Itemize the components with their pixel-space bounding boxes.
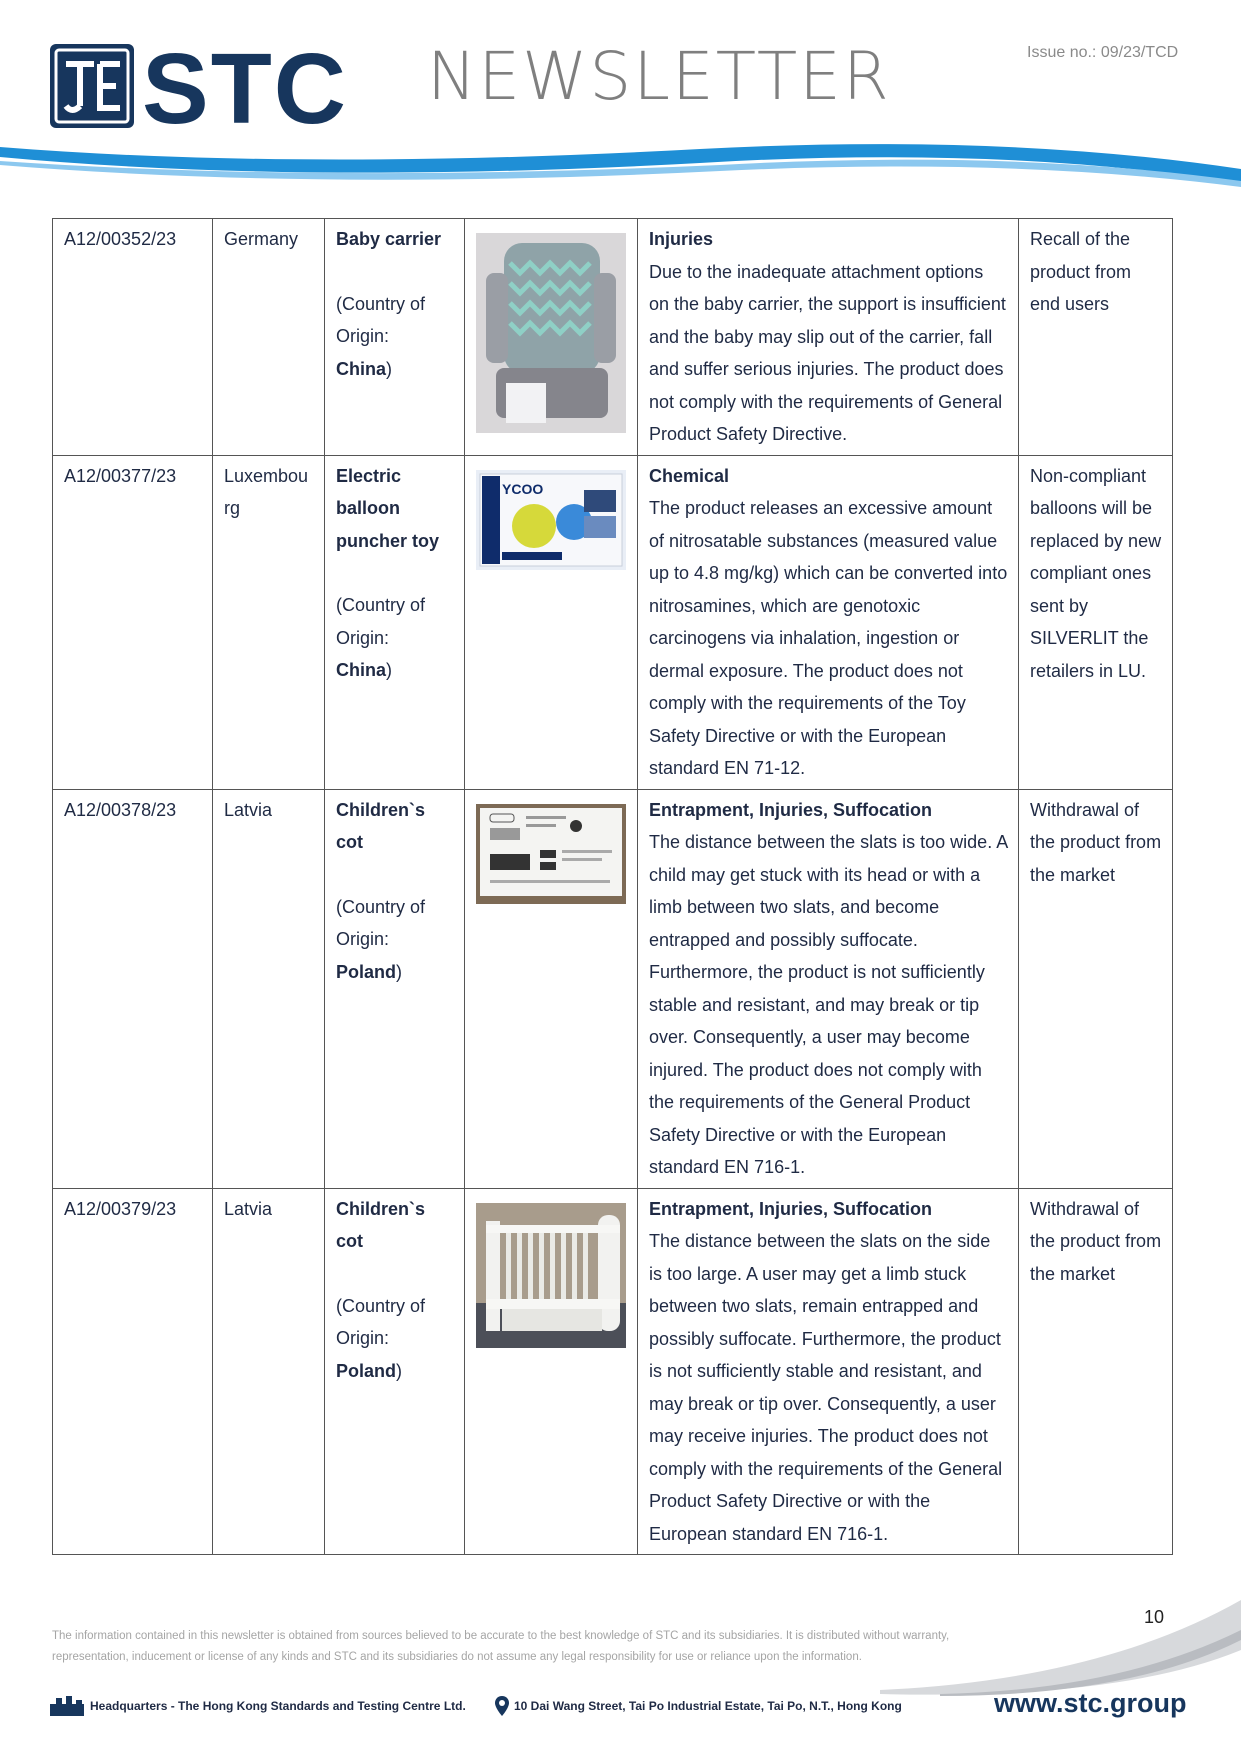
- risk-description: The distance between the slats is too wide. A child may get stuck with its head or with a limb between two slats, and become entrapped and possibly suffocate. Furthermore, the product is not sufficiently stable and resistant, and may break or tip over. Consequently, a user may become injured. The product does not comply with the requirements of the General Product Safety Directive or with the European standard EN 716-1.: [649, 832, 1008, 1177]
- measures-taken: Withdrawal of the product from the market: [1019, 789, 1173, 1188]
- website-link[interactable]: www.stc.group: [994, 1688, 1187, 1718]
- image-cell: [465, 219, 638, 456]
- location-pin-icon: [495, 1696, 509, 1716]
- notifying-country: Latvia: [213, 1188, 325, 1555]
- image-cell: [465, 455, 638, 789]
- measures-taken: Non-compliant balloons will be replaced by new compliant ones sent by SILVERLIT the retailers in LU.: [1019, 455, 1173, 789]
- origin-country: Poland: [336, 1360, 397, 1381]
- logo-text: STC: [142, 33, 348, 145]
- risk-description: The distance between the slats on the side is too large. A user may get a limb stuck between two slats, remain entrapped and possibly suffocate. Furthermore, the product is not sufficiently stable and resistant, and may break or tip over. Consequently, a user may receive injuries. The product does not comply with the requirements of the General Product Safety Directive or with the European standard EN 716-1.: [649, 1231, 1003, 1544]
- notifying-country: Germany: [213, 219, 325, 456]
- issue-number: Issue no.: 09/23/TCD: [1027, 44, 1179, 61]
- product-cell: Baby carrier (Country of Origin: China): [325, 219, 465, 456]
- image-cell: [465, 789, 638, 1188]
- origin-label: (Country of Origin:: [336, 293, 426, 346]
- page-header: [0, 0, 1241, 200]
- notifying-country: Luxembourg: [213, 455, 325, 789]
- newsletter-title: NEWSLETTER: [427, 38, 891, 115]
- product-name: Electric balloon puncher toy: [336, 465, 440, 551]
- reference-number: A12/00377/23: [53, 455, 213, 789]
- table-row: [53, 455, 1173, 789]
- table-row: [53, 1188, 1173, 1555]
- svg-text:YCOO: YCOO: [502, 480, 544, 497]
- disclaimer: The information contained in this newsletter is obtained from sources believed to be accurate to the best knowledge of STC and its subsidiaries. It is distributed without warranty, representation, inducement or license of any kinds and STC and its subsidiaries do not assume any legal responsibility for use or reliance upon the information.: [52, 1630, 950, 1663]
- table-row: [53, 219, 1173, 456]
- stc-logo: [50, 33, 350, 145]
- product-name: Children`s cot: [336, 1198, 426, 1251]
- risk-type: Injuries: [649, 229, 714, 249]
- product-cell: Children`s cot (Country of Origin: Poland): [325, 789, 465, 1188]
- building-icon: [50, 1696, 84, 1716]
- risk-description: The product releases an excessive amount of nitrosatable substances (measured value up to 4.8 mg/kg) which can be converted into nitrosamines, which are genotoxic carcinogens via inhalation, ingestion or dermal exposure. The product does not comply with the requirements of the Toy Safety Directive or with the European standard EN 71-12.: [649, 498, 1008, 778]
- risk-type: Entrapment, Injuries, Suffocation: [649, 799, 933, 820]
- risk-cell: [638, 789, 1019, 1188]
- notifying-country: Latvia: [213, 789, 325, 1188]
- measures-taken: Withdrawal of the product from the market: [1019, 1188, 1173, 1555]
- reference-number: A12/00352/23: [53, 219, 213, 456]
- product-name: Baby carrier: [336, 229, 442, 249]
- risk-cell: [638, 1188, 1019, 1555]
- origin-label: (Country of Origin:: [336, 595, 426, 648]
- header-swoosh-decoration: [0, 135, 1241, 195]
- cot-label-photo: [476, 804, 627, 904]
- baby-carrier-photo: [476, 233, 627, 433]
- risk-type: Chemical: [649, 465, 730, 486]
- product-cell: Electric balloon puncher toy (Country of Origin: China): [325, 455, 465, 789]
- reference-number: A12/00379/23: [53, 1188, 213, 1555]
- product-name: Children`s cot: [336, 799, 426, 852]
- headquarters-text: Headquarters - The Hong Kong Standards and Testing Centre Ltd.: [90, 1699, 466, 1713]
- risk-cell: [638, 219, 1019, 456]
- risk-description: Due to the inadequate attachment options on the baby carrier, the support is insufficient and the baby may slip out of the carrier, fall and suffer serious injuries. The product does not comply with the requirements of General Product Safety Directive.: [649, 261, 1006, 444]
- risk-cell: [638, 455, 1019, 789]
- product-cell: Children`s cot (Country of Origin: Poland): [325, 1188, 465, 1555]
- origin-country: China: [336, 358, 387, 379]
- white-cot-photo: [476, 1203, 627, 1348]
- origin-label: (Country of Origin:: [336, 896, 426, 949]
- balloon-toy-box-photo: [476, 470, 627, 570]
- address-text: 10 Dai Wang Street, Tai Po Industrial Estate, Tai Po, N.T., Hong Kong: [514, 1699, 902, 1713]
- origin-country: Poland: [336, 961, 397, 982]
- origin-label: (Country of Origin:: [336, 1295, 426, 1348]
- risk-type: Entrapment, Injuries, Suffocation: [649, 1198, 933, 1219]
- reference-number: A12/00378/23: [53, 789, 213, 1188]
- table-row: [53, 789, 1173, 1188]
- page-number: 10: [1144, 1607, 1165, 1627]
- measures-taken: Recall of the product from end users: [1019, 219, 1173, 456]
- headquarters: [50, 1696, 466, 1716]
- stc-logo-mark-icon: [50, 44, 134, 128]
- origin-country: China: [336, 660, 387, 680]
- image-cell: [465, 1188, 638, 1555]
- address: [495, 1696, 902, 1716]
- recall-table: [52, 218, 1173, 1555]
